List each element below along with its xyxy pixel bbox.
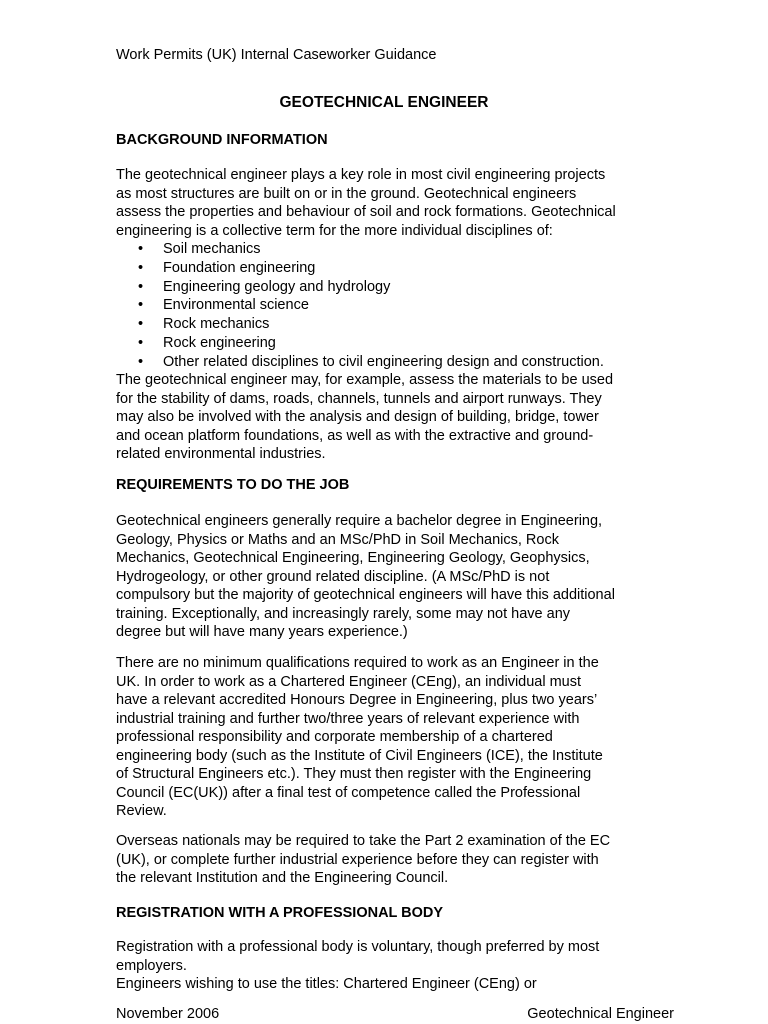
text-line: Registration with a professional body is voluntary, though preferred by most bbox=[116, 939, 600, 955]
text-line: Hydrogeology, or other ground related discipline. (A MSc/PhD is not bbox=[116, 568, 550, 585]
list-item: • Rock engineering bbox=[138, 334, 276, 351]
text-line: Geology, Physics or Maths and an MSc/PhD in Soil Mechanics, Rock bbox=[116, 531, 559, 548]
text-line: compulsory but the majority of geotechnical engineers will have this additional bbox=[116, 587, 615, 603]
list-item: • Other related disciplines to civil engineering design and construction. bbox=[138, 353, 604, 370]
bullet-icon: • bbox=[138, 259, 144, 276]
text-line: industrial training and further two/three years of relevant experience with bbox=[116, 710, 580, 727]
text-line: of Structural Engineers etc.). They must then register with the Engineering bbox=[116, 766, 592, 782]
background-intro bbox=[116, 166, 661, 240]
text-line: The geotechnical engineer plays a key role in most civil engineering projects bbox=[116, 167, 606, 183]
text-line: Overseas nationals may be required to take the Part 2 examination of the EC bbox=[116, 833, 611, 849]
text-line: Geotechnical engineers generally require a bachelor degree in Engineering, bbox=[116, 513, 603, 529]
bullet-icon: • bbox=[138, 278, 144, 295]
text-line: employers. bbox=[116, 957, 187, 974]
text-line: There are no minimum qualifications required to work as an Engineer in the bbox=[116, 655, 599, 671]
text-line: The geotechnical engineer may, for example, assess the materials to be used bbox=[116, 372, 614, 388]
text-line: degree but will have many years experience.) bbox=[116, 624, 408, 640]
text-line: related environmental industries. bbox=[116, 446, 326, 462]
background-closing bbox=[116, 371, 661, 464]
section-heading-requirements: REQUIREMENTS TO DO THE JOB bbox=[116, 477, 350, 493]
text-line: for the stability of dams, roads, channels, tunnels and airport runways. They bbox=[116, 390, 602, 407]
section-heading-background: BACKGROUND INFORMATION bbox=[116, 132, 328, 148]
text-line: engineering is a collective term for the more individual disciplines of: bbox=[116, 222, 553, 239]
bullet-icon: • bbox=[138, 297, 144, 314]
text-line: have a relevant accredited Honours Degree in Engineering, plus two years’ bbox=[116, 692, 598, 708]
text-line: Council (EC(UK)) after a final test of competence called the Professional bbox=[116, 784, 581, 801]
list-item: • Engineering geology and hydrology bbox=[138, 278, 391, 295]
bullet-icon: • bbox=[138, 353, 144, 370]
footer-date: November 2006 bbox=[116, 1006, 220, 1022]
footer-document-name: Geotechnical Engineer bbox=[527, 1006, 674, 1022]
requirements-paragraph-3 bbox=[116, 832, 661, 888]
requirements-paragraph-1 bbox=[116, 512, 661, 642]
list-item: • Soil mechanics bbox=[138, 241, 261, 257]
text-line: may also be involved with the analysis and design of building, bridge, tower bbox=[116, 409, 599, 425]
text-line: (UK), or complete further industrial experience before they can register with bbox=[116, 851, 599, 868]
text-line: professional responsibility and corporate membership of a chartered bbox=[116, 729, 553, 745]
section-heading-registration: REGISTRATION WITH A PROFESSIONAL BODY bbox=[116, 905, 444, 921]
list-item: • Rock mechanics bbox=[138, 316, 270, 333]
text-line: assess the properties and behaviour of soil and rock formations. Geotechnical bbox=[116, 204, 616, 220]
bullet-icon: • bbox=[138, 334, 144, 351]
list-item: • Foundation engineering bbox=[138, 259, 316, 276]
text-line: UK. In order to work as a Chartered Engineer (CEng), an individual must bbox=[116, 673, 582, 690]
text-line: and ocean platform foundations, as well as with the extractive and ground- bbox=[116, 427, 594, 444]
running-header: Work Permits (UK) Internal Caseworker Guidance bbox=[116, 47, 437, 63]
bullet-icon: • bbox=[138, 316, 144, 333]
text-line: training. Exceptionally, and increasingly rarely, some may not have any bbox=[116, 605, 571, 622]
requirements-paragraph-2 bbox=[116, 654, 661, 821]
list-item: • Environmental science bbox=[138, 297, 309, 314]
page-title: GEOTECHNICAL ENGINEER bbox=[279, 94, 489, 111]
text-line: Mechanics, Geotechnical Engineering, Engineering Geology, Geophysics, bbox=[116, 550, 590, 566]
bullet-icon: • bbox=[138, 241, 144, 257]
disciplines-list bbox=[116, 240, 604, 372]
text-line: the relevant Institution and the Engineering Council. bbox=[116, 870, 449, 886]
text-line: engineering body (such as the Institute of Civil Engineers (ICE), the Institute bbox=[116, 747, 603, 764]
text-line: Engineers wishing to use the titles: Chartered Engineer (CEng) or bbox=[116, 976, 537, 992]
registration-paragraph bbox=[116, 938, 661, 994]
text-line: as most structures are built on or in the ground. Geotechnical engineers bbox=[116, 185, 577, 202]
text-line: Review. bbox=[116, 803, 167, 819]
